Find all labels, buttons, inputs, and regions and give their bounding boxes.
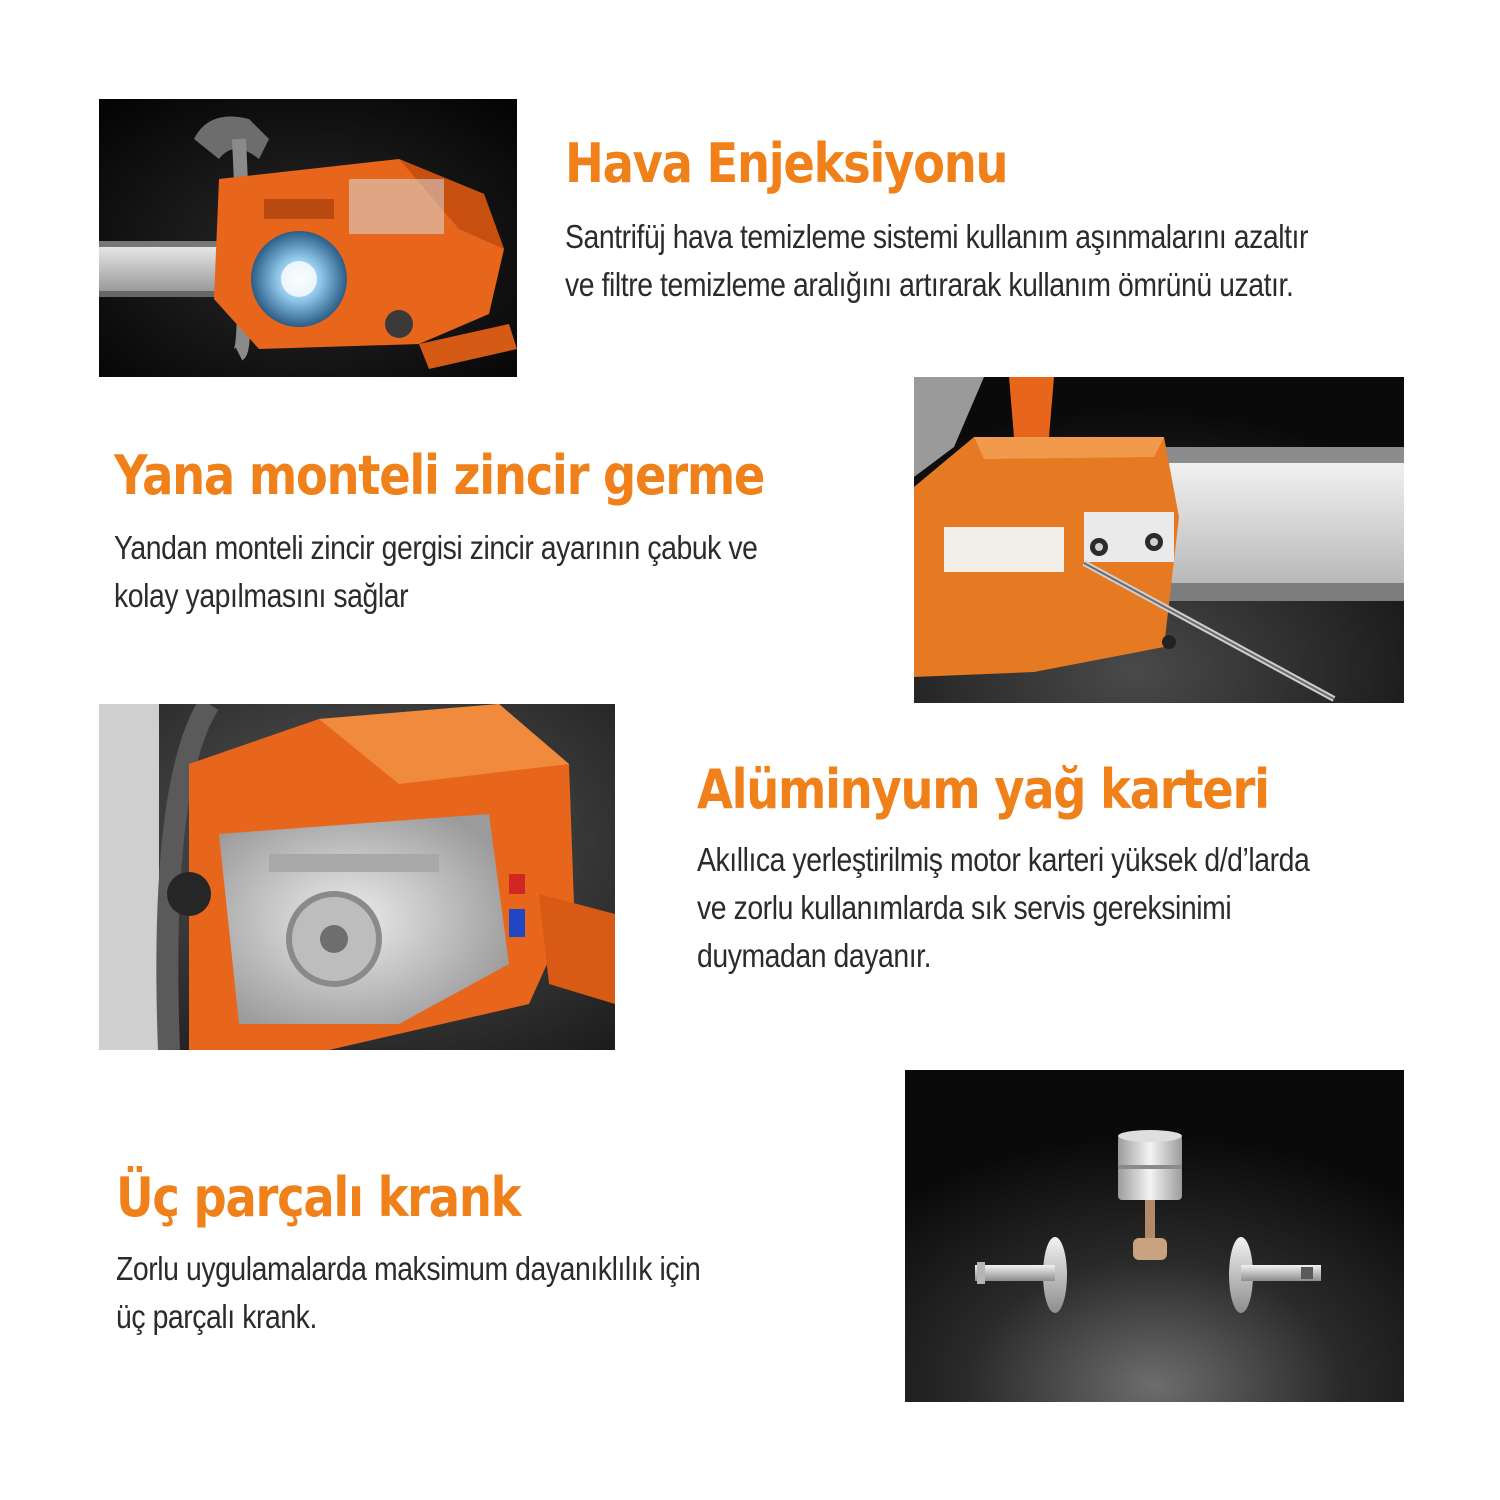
air-injection-chainsaw-image [99,99,517,377]
feature-description-air-injection [565,213,1308,309]
chain-tensioner-image [914,377,1404,703]
feature-description-three-piece-crank [116,1245,700,1341]
feature-title-chain-tensioner: Yana monteli zincir germe [114,444,765,507]
aluminium-crankcase-image [99,704,615,1050]
feature-description-chain-tensioner [114,524,758,620]
description-line: ve zorlu kullanımlarda sık servis gereksinimi [697,889,1232,926]
description-line: üç parçalı krank. [116,1298,317,1335]
description-line: Yandan monteli zincir gergisi zincir ayarının çabuk ve [114,529,758,566]
description-line: kolay yapılmasını sağlar [114,577,409,614]
feature-title-aluminium-crankcase: Alüminyum yağ karteri [697,758,1269,821]
description-line: Santrifüj hava temizleme sistemi kullanım aşınmalarını azaltır [565,218,1309,255]
description-line: Zorlu uygulamalarda maksimum dayanıklılık için [116,1250,701,1287]
description-line: Akıllıca yerleştirilmiş motor karteri yüksek d/d’larda [697,841,1310,878]
description-line: duymadan dayanır. [697,937,932,974]
three-piece-crankshaft-image [905,1070,1404,1402]
feature-title-air-injection: Hava Enjeksiyonu [565,132,1008,195]
feature-title-three-piece-crank: Üç parçalı krank [116,1166,521,1229]
feature-description-aluminium-crankcase [697,836,1309,980]
description-line: ve filtre temizleme aralığını artırarak kullanım ömrünü uzatır. [565,266,1294,303]
